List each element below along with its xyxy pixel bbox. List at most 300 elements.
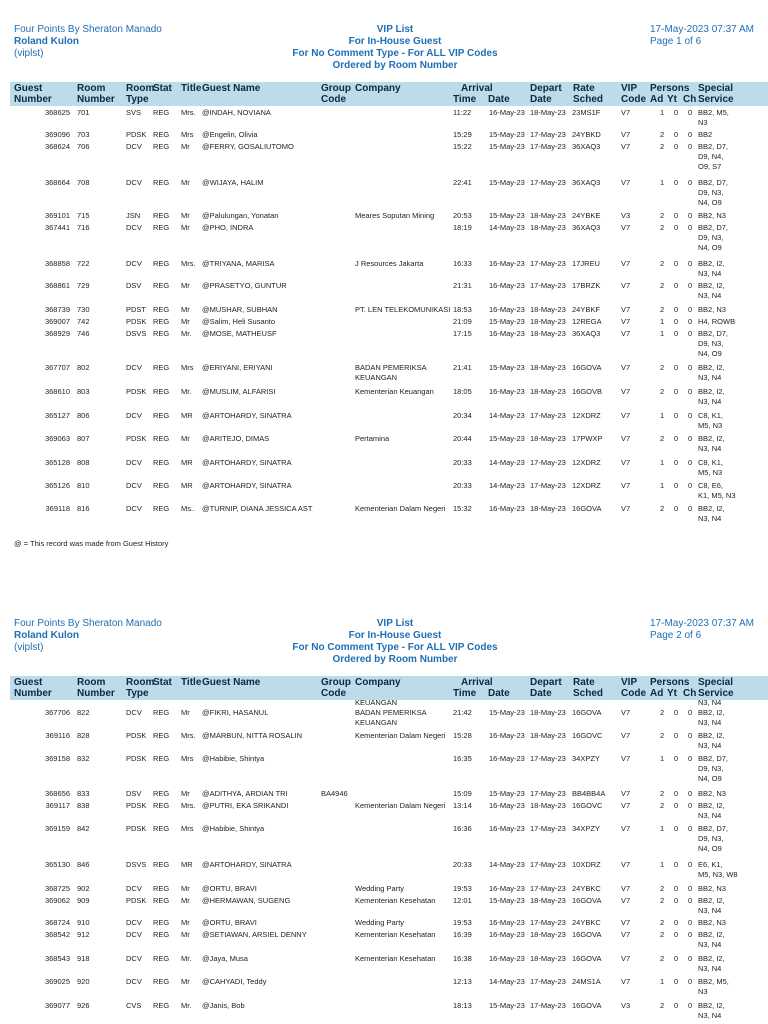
cell-children: 0 [688, 504, 693, 513]
cell-youth: 0 [674, 108, 679, 117]
cell-vip-code: V7 [621, 130, 631, 139]
cell-guest-name: @CAHYADI, Teddy [202, 977, 267, 986]
column-header-line: Number [14, 688, 52, 699]
cell-children: 0 [688, 918, 693, 927]
cell-special-service [698, 977, 762, 997]
cell-guest-number: 365126 [44, 481, 70, 490]
cell-special-service [698, 954, 762, 974]
report-title-line: For In-House Guest [348, 630, 442, 641]
cell-vip-code: V7 [621, 824, 631, 833]
cell-guest-number: 368664 [44, 178, 70, 187]
cell-title: MR [181, 411, 193, 420]
report-title-line: VIP List [376, 618, 414, 629]
column-header-room [77, 83, 115, 105]
cell-adults: 2 [660, 504, 665, 513]
cell-rate-sched: 23MS1F [572, 108, 601, 117]
cell-arrival-time: 21:42 [453, 708, 472, 717]
cell-adults: 1 [660, 481, 665, 490]
cell-guest-name: @ARTOHARDY, SINATRA [202, 481, 292, 490]
cell-status: REG [153, 884, 170, 893]
cell-arrival-time: 21:31 [453, 281, 472, 290]
cell-arrival-time: 18:19 [453, 223, 472, 232]
cell-arrival-date: 16-May-23 [489, 801, 525, 810]
cell-arrival-time: 20:33 [453, 481, 472, 490]
column-header-line: Sched [573, 688, 604, 699]
column-header-vip [621, 83, 646, 105]
cell-youth: 0 [674, 281, 679, 290]
special-service-line: N3, N4 [698, 291, 722, 300]
cell-status: REG [153, 789, 170, 798]
cell-children: 0 [688, 387, 693, 396]
cell-arrival-date: 16-May-23 [489, 930, 525, 939]
cell-title: MR [181, 860, 193, 869]
cell-special-service [698, 329, 762, 359]
cell-title: Mr. [181, 954, 192, 963]
cell-depart-date: 17-May-23 [530, 918, 566, 927]
cell-depart-date: 17-May-23 [530, 824, 566, 833]
report-title [260, 618, 530, 666]
column-header-depart [530, 83, 562, 105]
cell-adults: 2 [660, 130, 665, 139]
special-service-line: BB2, I2, [698, 930, 725, 939]
cell-title: Mrs [181, 363, 194, 372]
cell-arrival-date: 15-May-23 [489, 178, 525, 187]
column-header-line: Depart [530, 83, 562, 94]
cell-room-type: PDSK [126, 387, 147, 396]
cell-guest-name: @MUSHAR, SUBHAN [202, 305, 278, 314]
cell-arrival-date: 15-May-23 [489, 130, 525, 139]
column-header-company [355, 83, 401, 94]
cell-title: Mr [181, 434, 190, 443]
column-header-line: Rate [573, 677, 595, 688]
cell-guest-number: 368543 [44, 954, 70, 963]
cell-youth: 0 [674, 977, 679, 986]
cell-special-service [698, 918, 762, 928]
cell-title: Mrs. [181, 731, 196, 740]
special-service-line: D9, N4, [698, 152, 724, 161]
special-service-line: BB2, M5, [698, 108, 729, 117]
cell-guest-name: @ORTU, BRAVI [202, 918, 257, 927]
column-header-line: Code [321, 94, 346, 105]
cell-adults: 1 [660, 458, 665, 467]
column-header-rtype [126, 677, 154, 699]
cell-room-number: 803 [77, 387, 90, 396]
column-header-line: Special [698, 677, 734, 688]
cell-company: Kementerian Kesehatan [355, 896, 436, 905]
cell-vip-code: V7 [621, 731, 631, 740]
cell-depart-date: 17-May-23 [530, 481, 566, 490]
cell-room-type: DCV [126, 918, 142, 927]
cell-vip-code: V7 [621, 504, 631, 513]
cell-status: REG [153, 977, 170, 986]
cell-status: REG [153, 458, 170, 467]
report-title-line: Ordered by Room Number [332, 60, 458, 71]
report-title-line: For No Comment Type - For ALL VIP Codes [292, 48, 498, 59]
cell-rate-sched: 34XPZY [572, 754, 600, 763]
cell-youth: 0 [674, 178, 679, 187]
cell-depart-date: 18-May-23 [530, 387, 566, 396]
cell-title: Mrs. [181, 259, 196, 268]
cell-depart-date: 18-May-23 [530, 434, 566, 443]
cell-vip-code: V7 [621, 223, 631, 232]
cell-youth: 0 [674, 259, 679, 268]
cell-depart-date: 17-May-23 [530, 458, 566, 467]
cell-room-number: 742 [77, 317, 90, 326]
cell-youth: 0 [674, 824, 679, 833]
cell-arrival-date: 15-May-23 [489, 896, 525, 905]
cell-rate-sched: 36XAQ3 [572, 178, 601, 187]
cell-adults: 1 [660, 178, 665, 187]
cell-arrival-time: 20:34 [453, 411, 472, 420]
cell-depart-date: 18-May-23 [530, 930, 566, 939]
column-header-arrival: Arrival [461, 677, 493, 688]
special-service-line: BB2, D7, [698, 824, 729, 833]
cell-guest-name: @ORTU, BRAVI [202, 884, 257, 893]
special-service-line: N3, N4 [698, 373, 722, 382]
cell-status: REG [153, 754, 170, 763]
cell-rate-sched: 24YBKC [572, 884, 601, 893]
cell-arrival-date: 16-May-23 [489, 387, 525, 396]
report-title-line: Ordered by Room Number [332, 654, 458, 665]
cell-room-number: 703 [77, 130, 90, 139]
cell-arrival-time: 15:22 [453, 142, 472, 151]
cell-status: REG [153, 434, 170, 443]
cell-rate-sched: 10XDRZ [572, 860, 601, 869]
cell-guest-name: @ARITEJO, DIMAS [202, 434, 270, 443]
cell-title: Mr [181, 223, 190, 232]
special-service-line: M5, N3 [698, 421, 723, 430]
cell-room-number: 730 [77, 305, 90, 314]
special-service-line: BB2, D7, [698, 329, 729, 338]
cell-guest-number: 368725 [44, 884, 70, 893]
column-header-line: Stat [153, 677, 172, 688]
cell-depart-date: 17-May-23 [530, 789, 566, 798]
cell-children: 0 [688, 305, 693, 314]
special-service-line: D9, N3, [698, 233, 724, 242]
cell-depart-date: 17-May-23 [530, 259, 566, 268]
cell-youth: 0 [674, 731, 679, 740]
cell-guest-number: 369101 [44, 211, 70, 220]
column-header-arrival: Arrival [461, 83, 493, 94]
cell-rate-sched: 24YBKE [572, 211, 601, 220]
column-header-line: Guest [14, 677, 43, 688]
report-header-right [650, 24, 754, 48]
cell-special-service [698, 896, 762, 916]
cell-company: Kementerian Kesehatan [355, 954, 436, 963]
column-header-arrival-date: Date [488, 688, 510, 699]
cell-room-number: 808 [77, 458, 90, 467]
cell-guest-name: @MUSLIM, ALFARISI [202, 387, 276, 396]
column-header-line: Room [77, 83, 106, 94]
user-name: Roland Kulon [14, 36, 79, 47]
cell-guest-name: @ADITHYA, ARDIAN TRI [202, 789, 288, 798]
cell-arrival-time: 15:29 [453, 130, 472, 139]
special-service-line: BB2, I2, [698, 434, 725, 443]
cell-guest-name: @PRASETYO, GUNTUR [202, 281, 287, 290]
cell-room-number: 807 [77, 434, 90, 443]
cell-room-number: 822 [77, 708, 90, 717]
column-header-arrival-time: Time [453, 688, 477, 699]
cell-room-type: CVS [126, 1001, 142, 1010]
cell-depart-date: 17-May-23 [530, 860, 566, 869]
special-service-line: N3 [698, 987, 708, 996]
cell-special-service [698, 930, 762, 950]
cell-guest-number: 369063 [44, 434, 70, 443]
special-service-line: N3, N4 [698, 906, 722, 915]
cell-guest-name: @FIKRI, HASANUL [202, 708, 269, 717]
cell-guest-number: 368542 [44, 930, 70, 939]
cell-status: REG [153, 708, 170, 717]
cell-title: Mr [181, 305, 190, 314]
cell-title: Mr. [181, 387, 192, 396]
column-header-stat [153, 677, 172, 688]
cell-arrival-time: 12:13 [453, 977, 472, 986]
cell-arrival-time: 22:41 [453, 178, 472, 187]
cell-youth: 0 [674, 801, 679, 810]
cell-rate-sched: 16GOVC [572, 801, 603, 810]
cell-rate-sched: 24MS1A [572, 977, 601, 986]
cell-room-number: 838 [77, 801, 90, 810]
cell-guest-name: @FERRY, GOSALIUTOMO [202, 142, 294, 151]
cell-room-type: PDSK [126, 434, 147, 443]
cell-children: 0 [688, 754, 693, 763]
cell-title: MR [181, 481, 193, 490]
column-header-children: Ch [683, 94, 697, 105]
cell-arrival-time: 11:22 [453, 108, 472, 117]
cell-title: Mr [181, 918, 190, 927]
special-service-line: BB2, D7, [698, 223, 729, 232]
column-header-line: Room [77, 677, 106, 688]
cell-guest-name: @Habibie, Shintya [202, 824, 265, 833]
cell-arrival-date: 15-May-23 [489, 789, 525, 798]
cell-status: REG [153, 954, 170, 963]
cell-vip-code: V7 [621, 329, 631, 338]
cell-guest-number: 369062 [44, 896, 70, 905]
cell-rate-sched: 16GOVA [572, 708, 602, 717]
cell-depart-date: 17-May-23 [530, 1001, 566, 1010]
cell-guest-number: 369077 [44, 1001, 70, 1010]
special-service-line: N3, N4 [698, 741, 722, 750]
cell-guest-number: 369025 [44, 977, 70, 986]
cell-title: Mr [181, 142, 190, 151]
cell-guest-number: 369117 [45, 801, 70, 810]
cell-room-type: PDSK [126, 754, 147, 763]
column-header-line: VIP [621, 83, 638, 94]
cell-youth: 0 [674, 458, 679, 467]
column-header-bar [10, 82, 768, 106]
report-title-line: For In-House Guest [348, 36, 442, 47]
cell-adults: 1 [660, 860, 665, 869]
cell-rate-sched: 12XDRZ [572, 411, 601, 420]
cell-depart-date: 18-May-23 [530, 504, 566, 513]
cell-adults: 2 [660, 918, 665, 927]
cell-arrival-date: 16-May-23 [489, 305, 525, 314]
cell-youth: 0 [674, 896, 679, 905]
cell-children: 0 [688, 317, 693, 326]
cell-guest-number: 368656 [44, 789, 70, 798]
special-service-line: BB2, D7, [698, 754, 729, 763]
cell-depart-date: 17-May-23 [530, 884, 566, 893]
cell-arrival-date: 16-May-23 [489, 259, 525, 268]
cell-guest-number: 367706 [44, 708, 70, 717]
special-service-line: BB2, I2, [698, 731, 725, 740]
special-service-line: BB2, N3 [698, 918, 726, 927]
cell-arrival-time: 16:39 [453, 930, 472, 939]
cell-room-type: JSN [126, 211, 141, 220]
cell-special-service [698, 860, 762, 880]
report-page [0, 24, 768, 548]
cell-arrival-date: 15-May-23 [489, 434, 525, 443]
cell-status: REG [153, 896, 170, 905]
cell-arrival-time: 16:33 [453, 259, 472, 268]
cell-room-number: 832 [77, 754, 90, 763]
cell-adults: 2 [660, 142, 665, 151]
column-header-rtype [126, 83, 154, 105]
cell-depart-date: 18-May-23 [530, 317, 566, 326]
report-code: (viplst) [14, 48, 44, 59]
cell-status: REG [153, 481, 170, 490]
cell-arrival-date: 16-May-23 [489, 281, 525, 290]
cell-depart-date: 18-May-23 [530, 954, 566, 963]
cell-rate-sched: 17PWXP [572, 434, 603, 443]
cell-youth: 0 [674, 211, 679, 220]
cell-guest-name: @MARBUN, NITTA ROSALIN [202, 731, 302, 740]
cell-room-number: 716 [77, 223, 90, 232]
cell-status: REG [153, 317, 170, 326]
cell-children: 0 [688, 860, 693, 869]
column-header-line: Number [14, 94, 52, 105]
column-header-group [321, 83, 351, 105]
cell-vip-code: V7 [621, 387, 631, 396]
cell-vip-code: V7 [621, 860, 631, 869]
cell-adults: 2 [660, 387, 665, 396]
special-service-line: BB2, N3 [698, 211, 726, 220]
cell-status: REG [153, 305, 170, 314]
cell-status: REG [153, 363, 170, 372]
cell-vip-code: V7 [621, 884, 631, 893]
column-header-line: Depart [530, 677, 562, 688]
cell-guest-number: 368624 [44, 142, 70, 151]
cell-special-service [698, 481, 762, 501]
cell-youth: 0 [674, 930, 679, 939]
cell-children: 0 [688, 363, 693, 372]
cell-special-service [698, 411, 762, 431]
cell-youth: 0 [674, 387, 679, 396]
cell-rate-sched: 17BRZK [572, 281, 601, 290]
cell-room-number: 902 [77, 884, 90, 893]
cell-guest-name: @WIJAYA, HALIM [202, 178, 264, 187]
cell-room-number: 833 [77, 789, 90, 798]
cell-depart-date: 18-May-23 [530, 896, 566, 905]
special-service-line: D9, N3, [698, 834, 724, 843]
special-service-line: BB2, N3 [698, 305, 726, 314]
column-header-special [698, 677, 734, 699]
cell-room-type: DSVS [126, 329, 147, 338]
column-header-line: Special [698, 83, 734, 94]
cell-adults: 1 [660, 824, 665, 833]
cell-title: Mr. [181, 1001, 192, 1010]
cell-special-service [698, 130, 762, 140]
cell-arrival-date: 16-May-23 [489, 329, 525, 338]
cell-guest-name: @ERIYANI, ERIYANI [202, 363, 273, 372]
cell-arrival-time: 18:05 [453, 387, 472, 396]
cell-vip-code: V3 [621, 211, 631, 220]
column-header-name [202, 677, 260, 688]
cell-youth: 0 [674, 754, 679, 763]
cell-rate-sched: 17JREU [572, 259, 600, 268]
cell-arrival-time: 20:53 [453, 211, 472, 220]
cell-guest-number: 368625 [44, 108, 70, 117]
cell-arrival-date: 15-May-23 [489, 363, 525, 372]
column-header-line: Code [321, 688, 346, 699]
cell-status: REG [153, 211, 170, 220]
cell-room-number: 729 [77, 281, 90, 290]
cell-guest-number: 368739 [44, 305, 70, 314]
cell-arrival-date: 15-May-23 [489, 317, 525, 326]
history-footnote: @ = This record was made from Guest History [14, 539, 169, 548]
cell-company: Wedding Party [355, 918, 405, 927]
column-header-line: Title [181, 677, 202, 688]
cell-special-service [698, 108, 762, 128]
cell-arrival-date: 14-May-23 [489, 411, 525, 420]
special-service-line: BB2, I2, [698, 259, 725, 268]
cell-vip-code: V7 [621, 458, 631, 467]
cell-rate-sched: 34XPZY [572, 824, 600, 833]
cell-adults: 1 [660, 754, 665, 763]
cell-company: Kementerian Dalam Negeri [355, 504, 446, 513]
cell-room-number: 810 [77, 481, 90, 490]
cell-adults: 2 [660, 731, 665, 740]
cell-room-type: DCV [126, 504, 142, 513]
cell-status: REG [153, 178, 170, 187]
cell-vip-code: V7 [621, 108, 631, 117]
column-header-group [321, 677, 351, 699]
cell-children: 0 [688, 142, 693, 151]
cell-room-type: DCV [126, 458, 142, 467]
cell-youth: 0 [674, 789, 679, 798]
cell-guest-number: 368858 [44, 259, 70, 268]
cell-guest-name: @INDAH, NOVIANA [202, 108, 271, 117]
cell-guest-name: @ARTOHARDY, SINATRA [202, 411, 292, 420]
cell-title: Mrs [181, 754, 194, 763]
cell-adults: 2 [660, 884, 665, 893]
cell-arrival-time: 15:09 [453, 789, 472, 798]
cell-youth: 0 [674, 363, 679, 372]
cell-title: Mrs [181, 130, 194, 139]
cell-room-type: DCV [126, 481, 142, 490]
cell-children: 0 [688, 789, 693, 798]
report-header-left [14, 24, 162, 60]
cell-arrival-time: 16:38 [453, 954, 472, 963]
special-service-line: C8, K1, [698, 411, 724, 420]
cell-title: Mrs. [181, 801, 196, 810]
cell-vip-code: V7 [621, 930, 631, 939]
cell-room-number: 846 [77, 860, 90, 869]
column-header-arrival-date: Date [488, 94, 510, 105]
cell-company: Meares Soputan Mining [355, 211, 435, 220]
cell-guest-number: 368724 [44, 918, 70, 927]
special-service-line: N4, O9 [698, 349, 722, 358]
report-header-left [14, 618, 162, 654]
cell-special-service [698, 281, 762, 301]
cell-depart-date: 18-May-23 [530, 731, 566, 740]
cell-title: Mr [181, 281, 190, 290]
printed-timestamp: 17-May-2023 07:37 AM [650, 618, 754, 629]
cell-special-service [698, 178, 762, 208]
cell-youth: 0 [674, 918, 679, 927]
cell-guest-number: 365128 [44, 458, 70, 467]
cell-vip-code: V7 [621, 801, 631, 810]
